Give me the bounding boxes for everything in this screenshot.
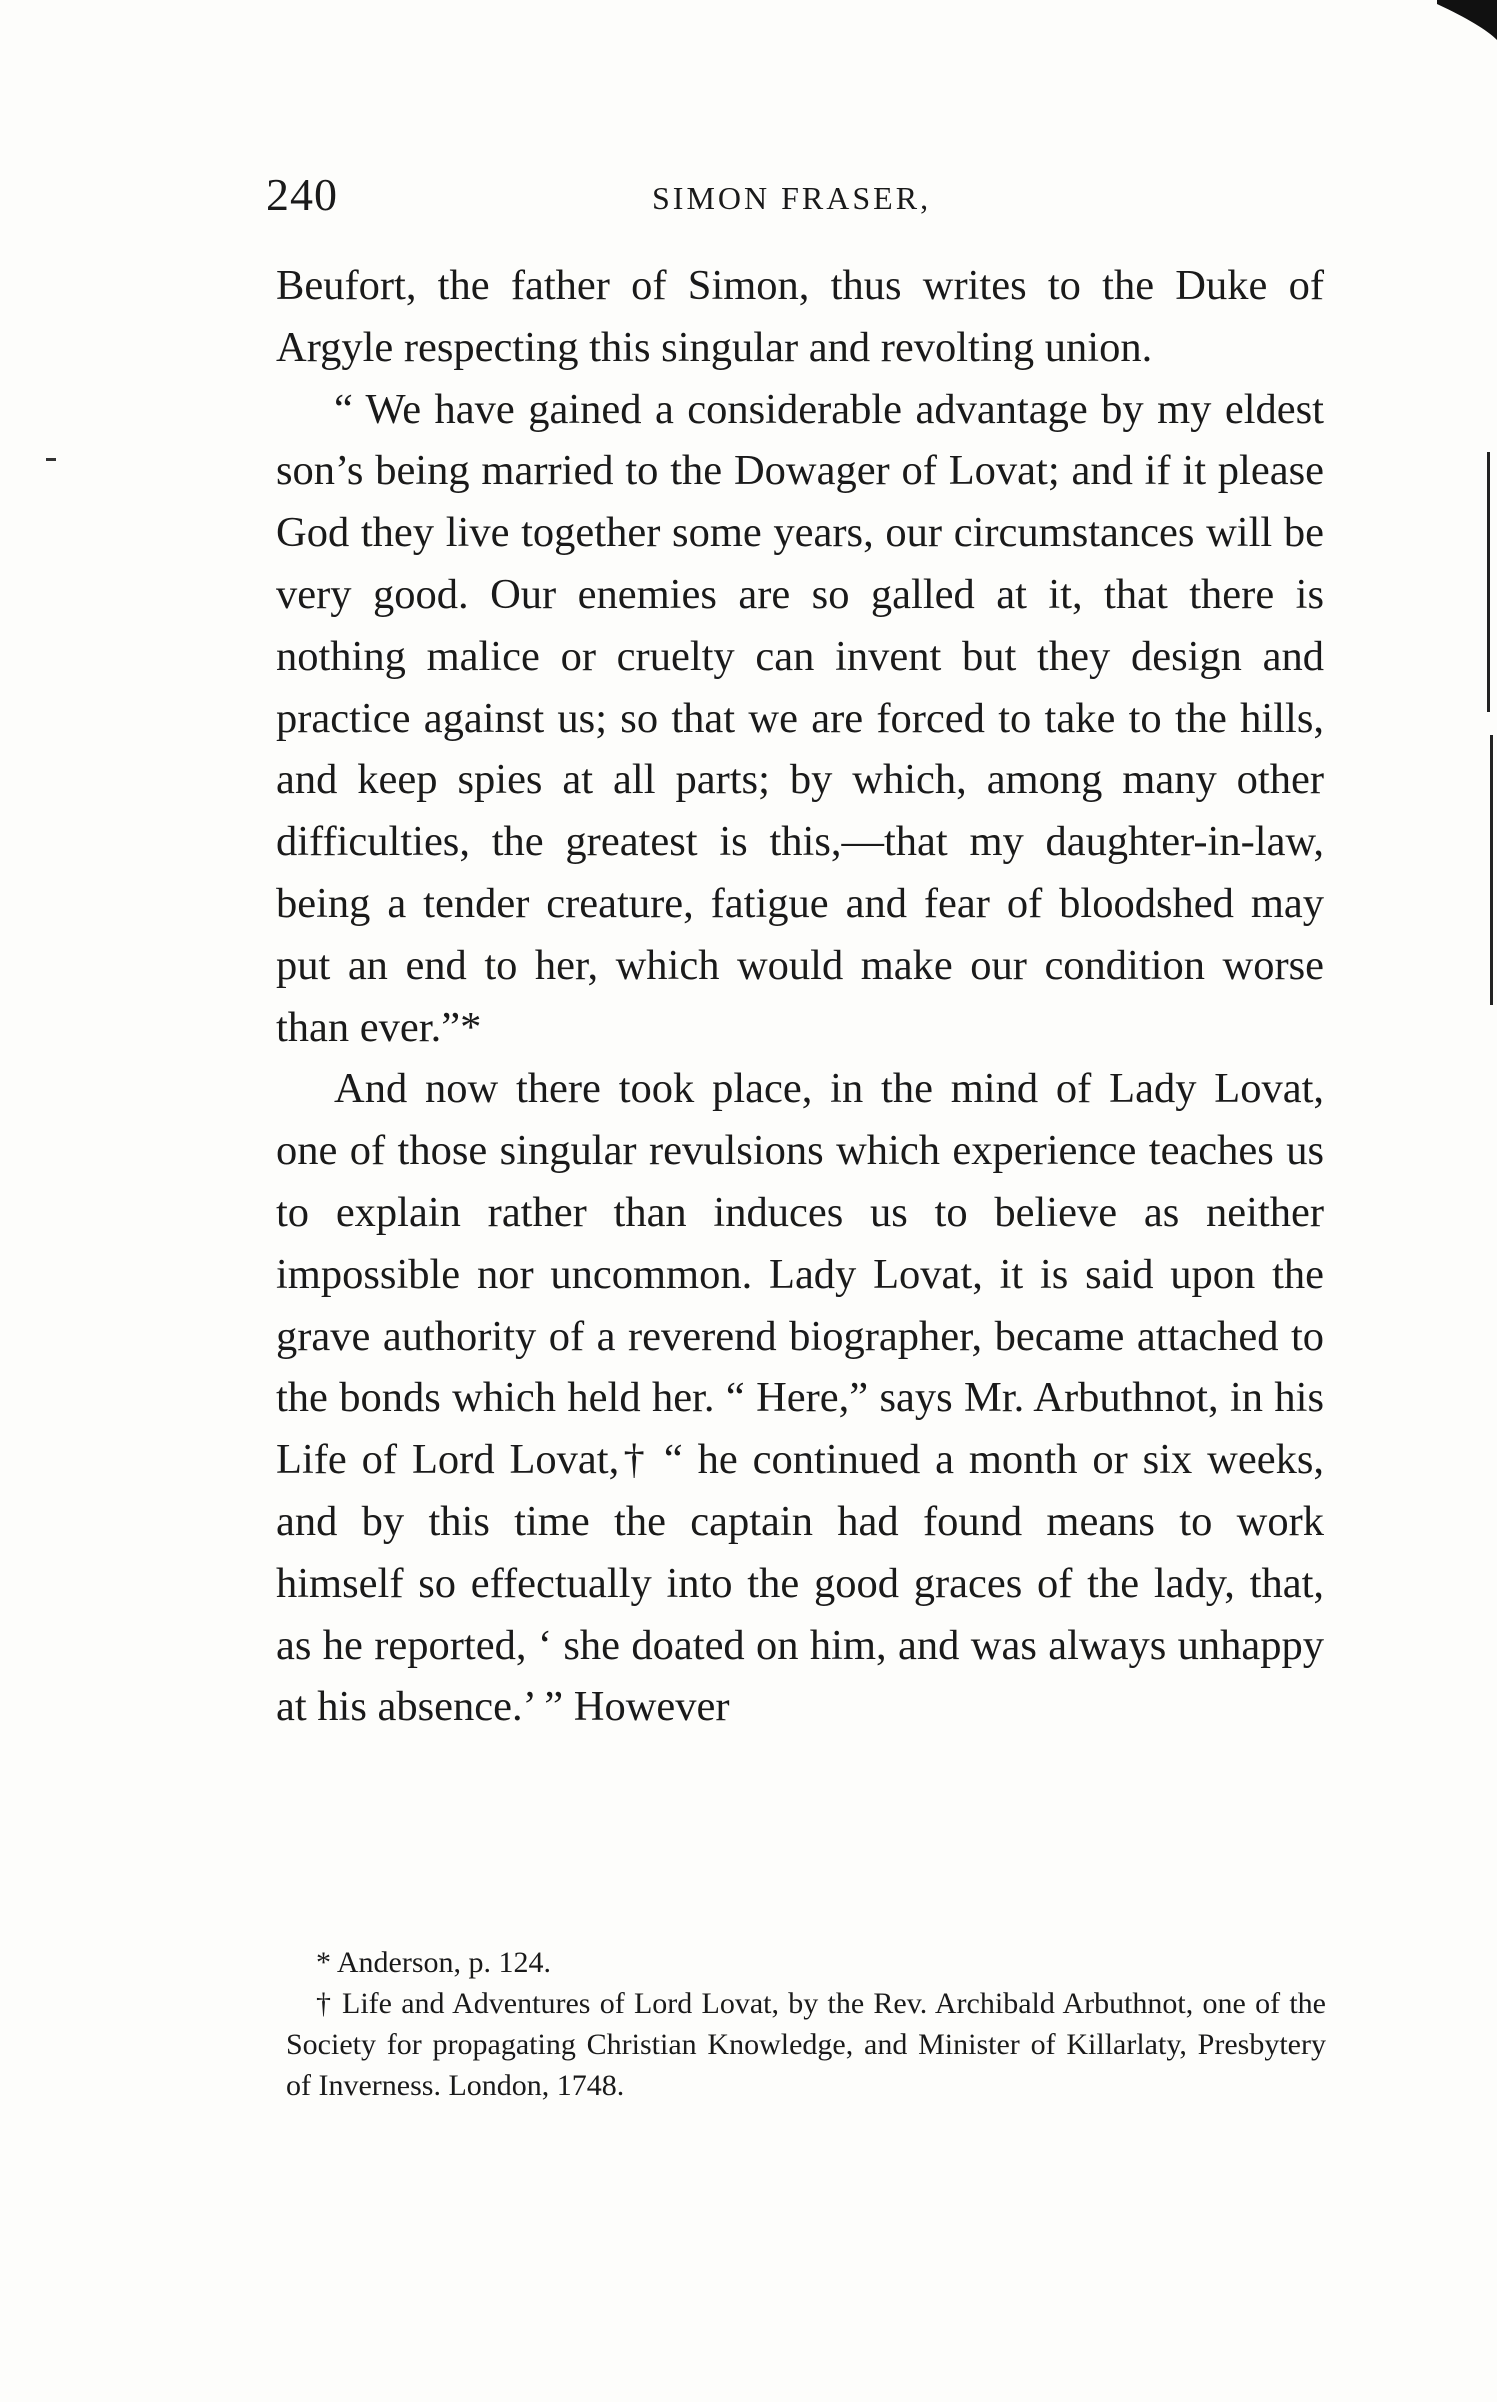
page-number: 240 [266,169,338,220]
scan-edge-line [1487,452,1490,712]
margin-mark [46,458,56,461]
scan-corner-mark [1437,0,1497,50]
page-header [266,168,1326,228]
footnote: * Anderson, p. 124. [316,1946,551,1979]
paragraph: Beufort, the father of Simon, thus writes to the Duke of Argyle respecting this singular and revolting union. [276,262,1324,371]
body-text [276,255,1324,1738]
scan-edge-line [1490,735,1493,1005]
paragraph: And now there took place, in the mind of Lady Lovat, one of those singular revulsions which experience teaches us to explain rather than induces us to believe as neither impossible nor uncommon. Lady Lovat, it is said upon the grave authority of a reverend biographer, became attached to the bonds which held her. “ Here,” says Mr. Arbuthnot, in his Life of Lord Lovat,† “ he continued a month or six weeks, and by this time the captain had found means to work himself so effectually into the good graces of the lady, that, as he reported, ‘ she doated on him, and was always unhappy at his absence.’ ” However [276,1065,1324,1731]
footnotes [286,1942,1326,2106]
running-title: SIMON FRASER, [652,180,932,216]
footnote: † Life and Adventures of Lord Lovat, by the Rev. Archibald Arbuthnot, one of the Society for propagating Christian Knowledge, and Minister of Killarlaty, Presbytery of Inverness. London, 1748. [286,1987,1326,2102]
quoted-letter: “ We have gained a considerable advantage by my eldest son’s being married to the Dowager of Lovat; and if it please God they live together some years, our circumstances will be very good. Our enemies are so galled at it, that there is nothing malice or cruelty can invent but they design and practice against us; so that we are forced to take to the hills, and keep spies at all parts; by which, among many other difficulties, the greatest is this,—that my daughter-in-law, being a tender creature, fatigue and fear of bloodshed may put an end to her, which would make our condition worse than ever.”* [276,385,1324,1051]
